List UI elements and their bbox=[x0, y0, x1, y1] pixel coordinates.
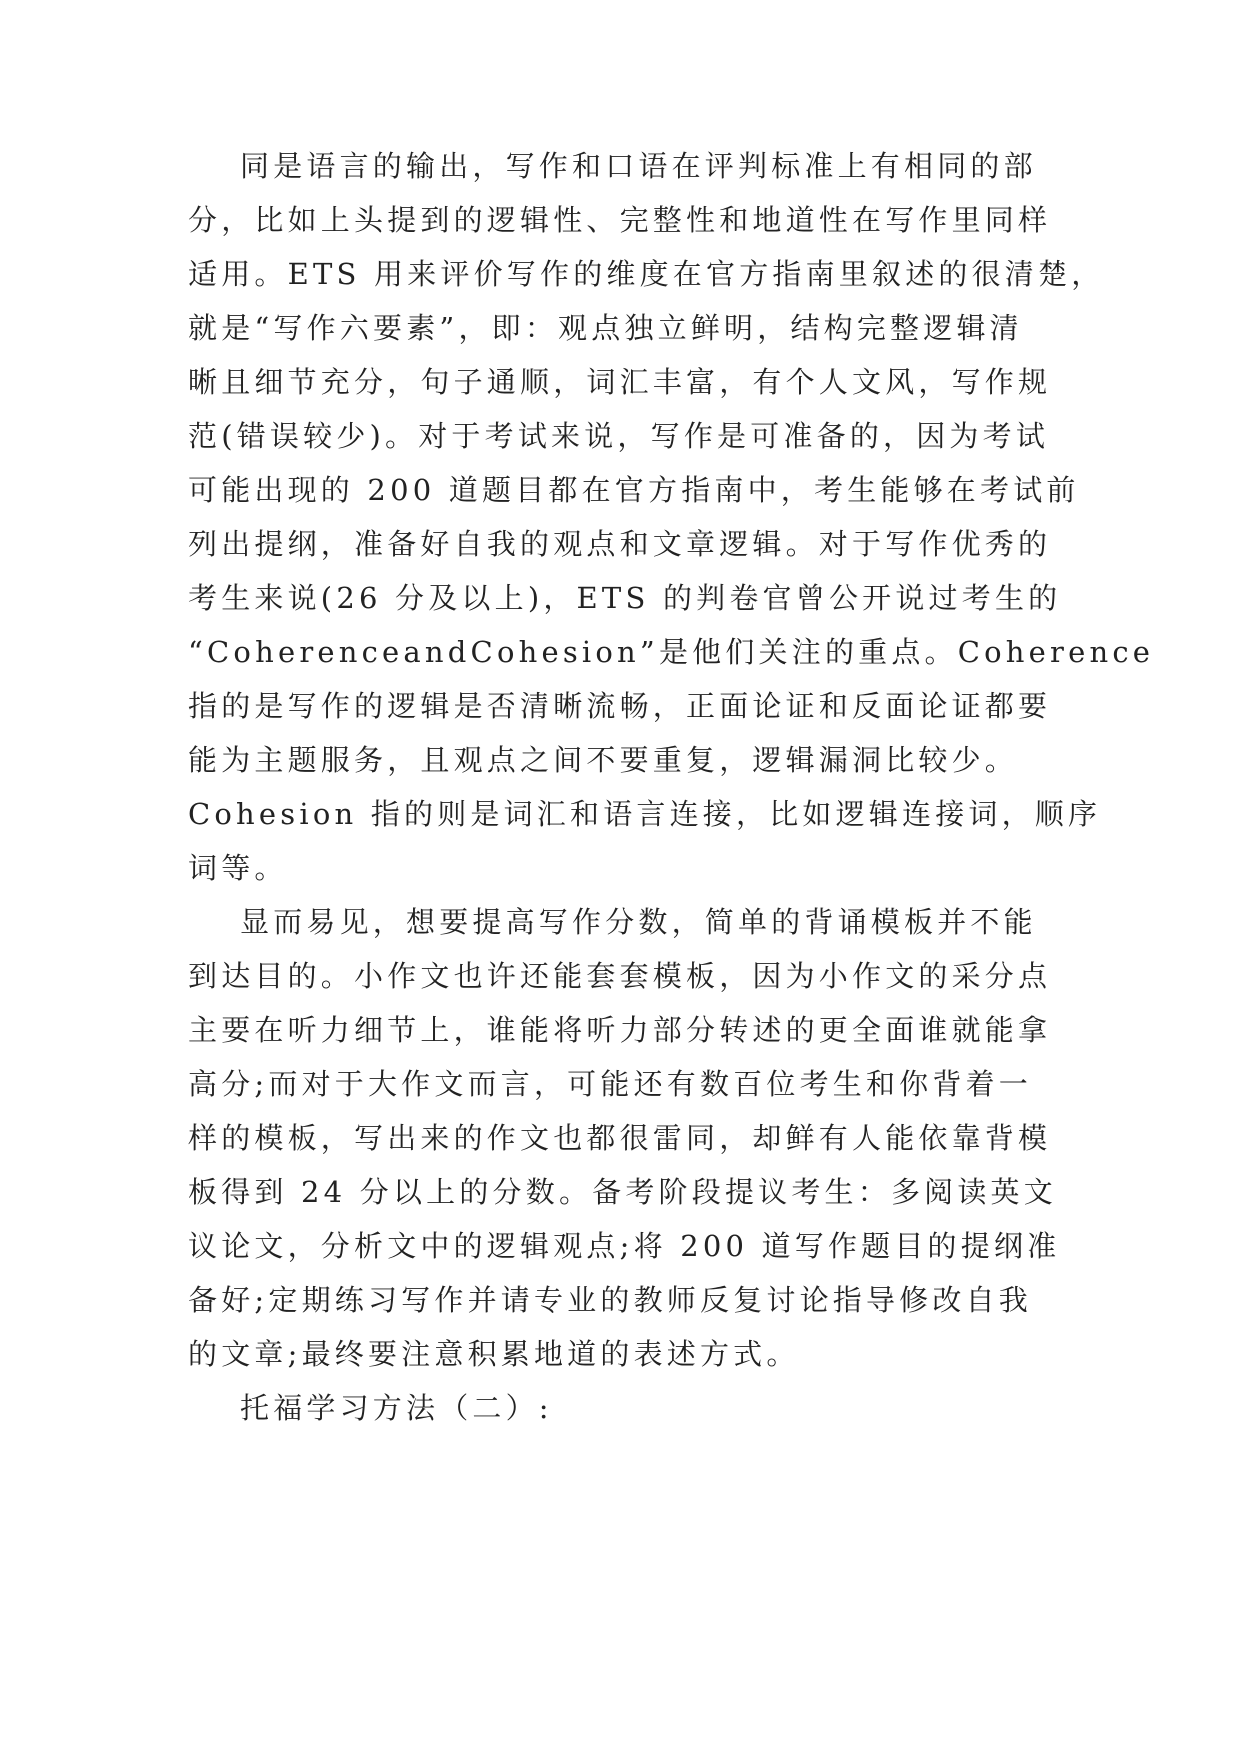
section-heading: 托福学习方法（二）: bbox=[240, 1391, 553, 1425]
paragraph-2-line-3: 主要在听力细节上，谁能将听力部分转述的更全面谁就能拿 bbox=[188, 1013, 1052, 1047]
paragraph-1-line-2: 分，比如上头提到的逻辑性、完整性和地道性在写作里同样 bbox=[188, 203, 1052, 237]
paragraph-2-line-6: 板得到 24 分以上的分数。备考阶段提议考生：多阅读英文 bbox=[188, 1175, 1057, 1209]
paragraph-2-line-7: 议论文，分析文中的逻辑观点;将 200 道写作题目的提纲准 bbox=[188, 1229, 1061, 1263]
paragraph-1-line-6: 范(错误较少)。对于考试来说，写作是可准备的，因为考试 bbox=[188, 419, 1050, 453]
paragraph-2-line-8: 备好;定期练习写作并请专业的教师反复讨论指导修改自我 bbox=[188, 1283, 1032, 1317]
paragraph-2-line-2: 到达目的。小作文也许还能套套模板，因为小作文的采分点 bbox=[188, 959, 1052, 993]
paragraph-1-line-12: 能为主题服务，且观点之间不要重复，逻辑漏洞比较少。 bbox=[188, 743, 1019, 777]
paragraph-1-line-11: 指的是写作的逻辑是否清晰流畅，正面论证和反面论证都要 bbox=[188, 689, 1052, 723]
paragraph-1-line-13: Cohesion 指的则是词汇和语言连接，比如逻辑连接词，顺序 bbox=[188, 797, 1102, 831]
paragraph-1-line-5: 晰且细节充分，句子通顺，词汇丰富，有个人文风，写作规 bbox=[188, 365, 1052, 399]
paragraph-2-line-1: 显而易见，想要提高写作分数，简单的背诵模板并不能 bbox=[240, 905, 1037, 939]
paragraph-1-line-14: 词等。 bbox=[188, 851, 288, 885]
paragraph-1-line-3: 适用。ETS 用来评价写作的维度在官方指南里叙述的很清楚， bbox=[188, 257, 1105, 291]
paragraph-2-line-4: 高分;而对于大作文而言，可能还有数百位考生和你背着一 bbox=[188, 1067, 1032, 1101]
paragraph-1-line-9: 考生来说(26 分及以上)，ETS 的判卷官曾公开说过考生的 bbox=[188, 581, 1062, 615]
paragraph-1-line-4: 就是“写作六要素”，即：观点独立鲜明，结构完整逻辑清 bbox=[188, 311, 1023, 345]
paragraph-1-line-7: 可能出现的 200 道题目都在官方指南中，考生能够在考试前 bbox=[188, 473, 1080, 507]
paragraph-1-line-10: “CoherenceandCohesion”是他们关注的重点。Coherence bbox=[188, 635, 1155, 669]
paragraph-1-line-8: 列出提纲，准备好自我的观点和文章逻辑。对于写作优秀的 bbox=[188, 527, 1052, 561]
paragraph-2-line-9: 的文章;最终要注意积累地道的表述方式。 bbox=[188, 1337, 800, 1371]
paragraph-2-line-5: 样的模板，写出来的作文也都很雷同，却鲜有人能依靠背模 bbox=[188, 1121, 1052, 1155]
paragraph-1-line-1: 同是语言的输出，写作和口语在评判标准上有相同的部 bbox=[240, 149, 1037, 183]
